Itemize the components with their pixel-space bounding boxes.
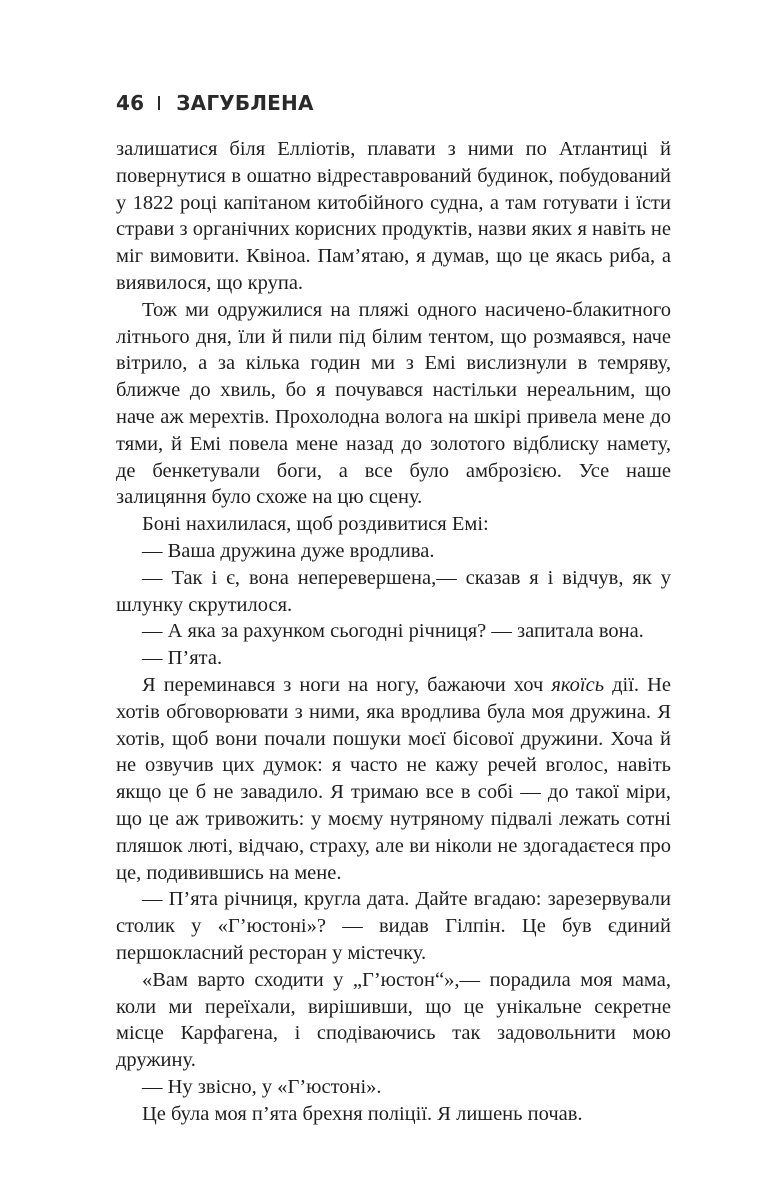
paragraph: Це була моя п’ята брехня поліції. Я лишень почав. (142, 1102, 583, 1125)
paragraph: Тож ми одружилися на пляжі одного насичено-блакитного літнього дня, їли й пили під білим тентом, що розмаявся, наче вітрило, а за кілька годин ми з Емі вислизнули в темряву, ближче до хвиль, бо я почувався настільки нереальним, що наче аж мерехтів. Прохолодна волога на шкірі привела мене до тями, й Емі повела мене назад до золотого відблиску намету, де бенкетували боги, а все було амброзією. Усе наше залицяння було схоже на цю сцену. (116, 298, 671, 509)
paragraph: «Вам варто сходити у „Г’юстон“»,— порадила моя мама, коли ми переїхали, вирішивши, що це унікальне секретне місце Карфагена, і сподіваючись так задовольнити мою дружину. (116, 968, 671, 1072)
paragraph-segment: дії. Не хотів обговорювати з ними, яка вродлива була моя дружина. Я хотів, щоб вони почали пошуки моєї бісової дружини. Хоча й не озвучив цих думок: я часто не кажу речей вголос, навіть якщо це б не завадило. Я тримаю все в собі — до такої міри, що це аж тривожить: у моєму нутряному підвалі лежать сотні пляшок люті, відчаю, страху, але ви ніколи не здогадаєтеся про це, подивившись на мене. (116, 673, 671, 884)
paragraph: — Так і є, вона неперевершена,— сказав я і відчув, як у шлунку скрутилося. (116, 566, 671, 616)
running-title: ЗАГУБЛЕНА (176, 91, 314, 115)
paragraph: — П’ята річниця, кругла дата. Дайте вгадаю: зарезервували столик у «Г’юстоні»? — видав Гілпін. Це був єдиний першокласний ресторан у містечку. (116, 888, 671, 964)
book-page (116, 88, 671, 1127)
header-separator (158, 96, 160, 110)
paragraph-segment: Я переминався з ноги на ногу, бажаючи хоч (142, 673, 544, 696)
paragraph: залишатися біля Елліотів, плавати з ними по Атлантиці й повернутися в ошатно відреставрований будинок, побудований у 1822 році капітаном китобійного судна, а там готувати і їсти страви з органічних корисних продуктів, назви яких я навіть не міг вимовити. Квіноа. Пам’ятаю, я думав, що це якась риба, а виявилося, що крупа. (116, 138, 671, 294)
page-number: 46 (116, 91, 145, 115)
paragraph: — А яка за рахунком сьогодні річниця? — запитала вона. (142, 620, 644, 643)
body-text (116, 136, 671, 1127)
paragraph: — Ваша дружина дуже вродлива. (142, 539, 435, 562)
emphasized-word: якоїсь (551, 673, 605, 696)
running-header (116, 88, 671, 118)
paragraph (116, 672, 671, 886)
paragraph: Боні нахилилася, щоб роздивитися Емі: (142, 513, 489, 536)
paragraph: — П’ята. (142, 647, 223, 670)
paragraph: — Ну звісно, у «Г’юстоні». (142, 1075, 382, 1098)
